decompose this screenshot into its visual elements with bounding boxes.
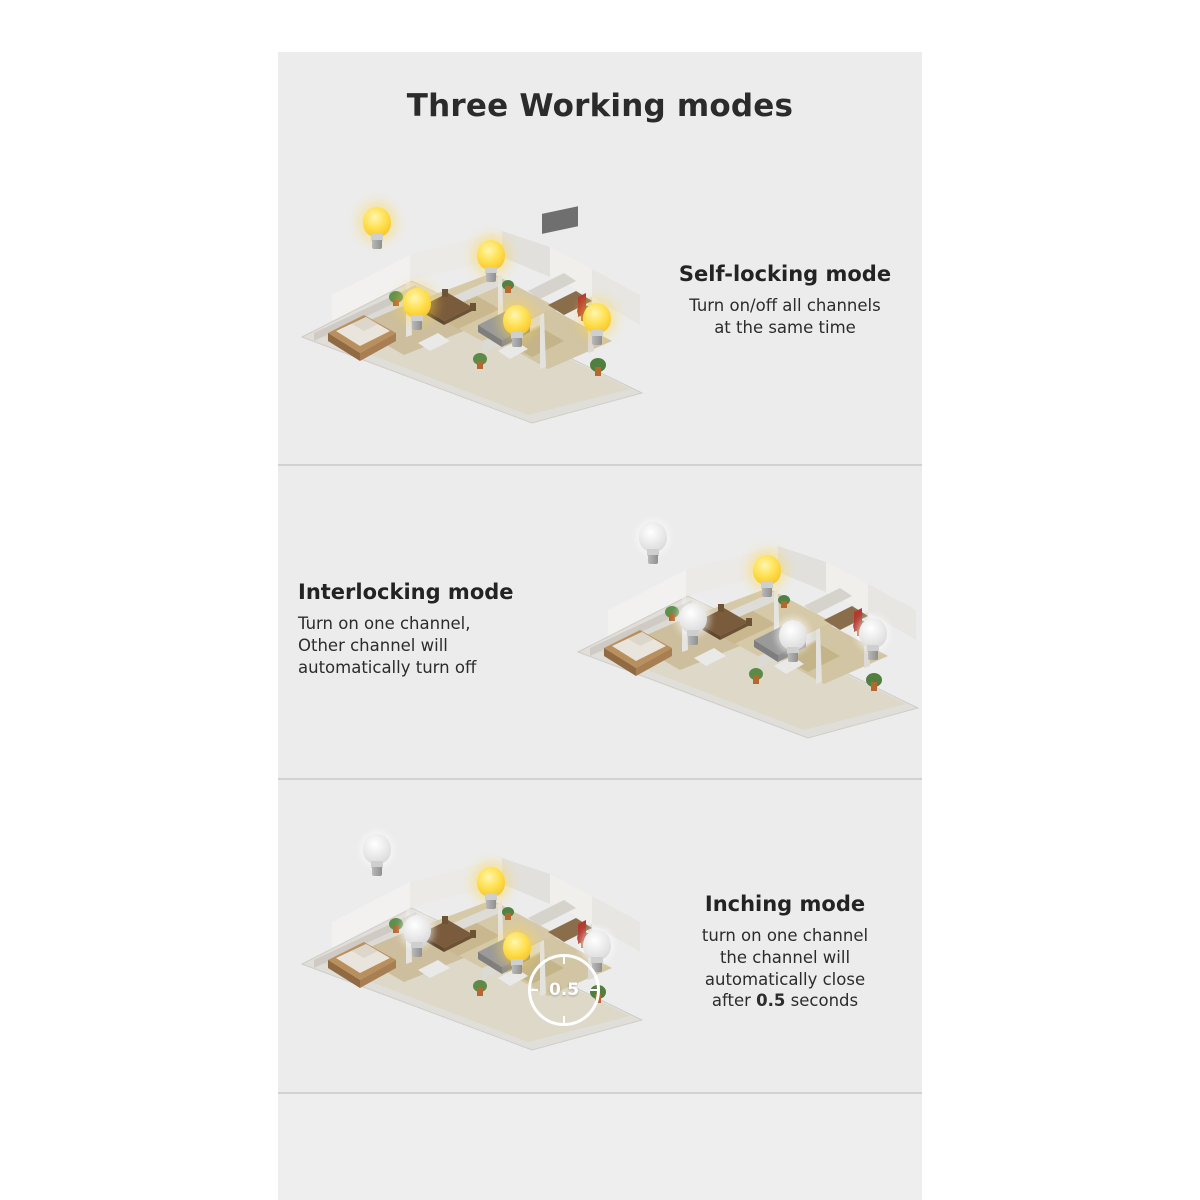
bulb-base [412, 321, 422, 330]
bulb-base [648, 555, 658, 564]
timer-tick-east [590, 989, 598, 991]
timer-badge [528, 954, 600, 1026]
bulb-base [762, 588, 772, 597]
bulb-glass-icon [363, 207, 391, 237]
timer-tick-north [563, 956, 565, 964]
mode-desc-interlocking [298, 613, 543, 678]
divider-1 [278, 464, 922, 466]
bulb-glass-icon [753, 555, 781, 585]
bulb-glass-icon [583, 930, 611, 960]
bulb-base [486, 900, 496, 909]
duration-suffix: seconds [785, 991, 859, 1011]
bulb-glass-icon [503, 305, 531, 335]
mode-text-interlocking [298, 580, 543, 678]
bulb-off-1 [360, 834, 394, 880]
bulb-base [412, 948, 422, 957]
mode-title-interlocking: Interlocking mode [298, 580, 514, 604]
mode-desc-self-locking [660, 295, 910, 339]
bulb-base [688, 636, 698, 645]
mode-desc-line: the channel will [719, 947, 851, 967]
bulb-on-4 [500, 305, 534, 351]
bulb-on-5 [580, 303, 614, 349]
bulb-on-2 [500, 932, 534, 978]
bulb-base [592, 336, 602, 345]
timer-tick-west [530, 989, 538, 991]
mode-text-inching [660, 892, 910, 1012]
mode-title-self-locking: Self-locking mode [678, 262, 892, 286]
bulb-glass-icon [403, 915, 431, 945]
mode-desc-line: Other channel will [298, 635, 448, 655]
bulb-glass-icon [477, 240, 505, 270]
bulb-base [372, 867, 382, 876]
bulb-base [372, 240, 382, 249]
bulb-on-2 [474, 240, 508, 286]
page-title: Three Working modes [406, 88, 794, 124]
mode-title-inching: Inching mode [704, 892, 866, 916]
mode-desc-inching [660, 925, 910, 1012]
mode-desc-line: automatically close [704, 969, 866, 989]
mode-desc-line-duration [660, 990, 910, 1012]
bulb-on-1 [360, 207, 394, 253]
bulb-glass-icon [859, 618, 887, 648]
bulb-glass-icon [583, 303, 611, 333]
house-illustration-inching [292, 812, 652, 1052]
bulb-base [868, 651, 878, 660]
bulb-glass-icon [679, 603, 707, 633]
bulb-base [788, 653, 798, 662]
bulb-base [486, 273, 496, 282]
timer-tick-south [563, 1016, 565, 1024]
bulb-off-1 [636, 522, 670, 568]
mode-text-self-locking [660, 262, 910, 339]
bulb-glass-icon [503, 932, 531, 962]
bulb-off-3 [776, 620, 810, 666]
bulb-glass-icon [363, 834, 391, 864]
house-illustration-self-locking [292, 185, 652, 425]
bulb-on-1 [750, 555, 784, 601]
bulb-glass-icon [779, 620, 807, 650]
bulb-glass-icon [477, 867, 505, 897]
divider-3 [278, 1092, 922, 1094]
bulb-glass-icon [639, 522, 667, 552]
bulb-off-2 [676, 603, 710, 649]
bulb-off-2 [400, 915, 434, 961]
bulb-base [512, 965, 522, 974]
bulb-base [512, 338, 522, 347]
mode-desc-line: Turn on/off all channels [689, 296, 881, 315]
mode-desc-line: at the same time [714, 317, 856, 337]
mode-desc-line: automatically turn off [298, 657, 477, 677]
house-illustration-interlocking [568, 500, 928, 740]
duration-prefix: after [711, 991, 757, 1011]
bulb-on-1 [474, 867, 508, 913]
panel-footer [278, 1094, 922, 1200]
divider-2 [278, 778, 922, 780]
bulb-off-4 [856, 618, 890, 664]
timer-label: 0.5 [548, 980, 580, 1000]
mode-desc-line: Turn on one channel, [298, 614, 471, 633]
duration-value: 0.5 [756, 991, 786, 1011]
mode-desc-line: turn on one channel [701, 926, 869, 945]
bulb-glass-icon [403, 288, 431, 318]
bulb-on-3 [400, 288, 434, 334]
